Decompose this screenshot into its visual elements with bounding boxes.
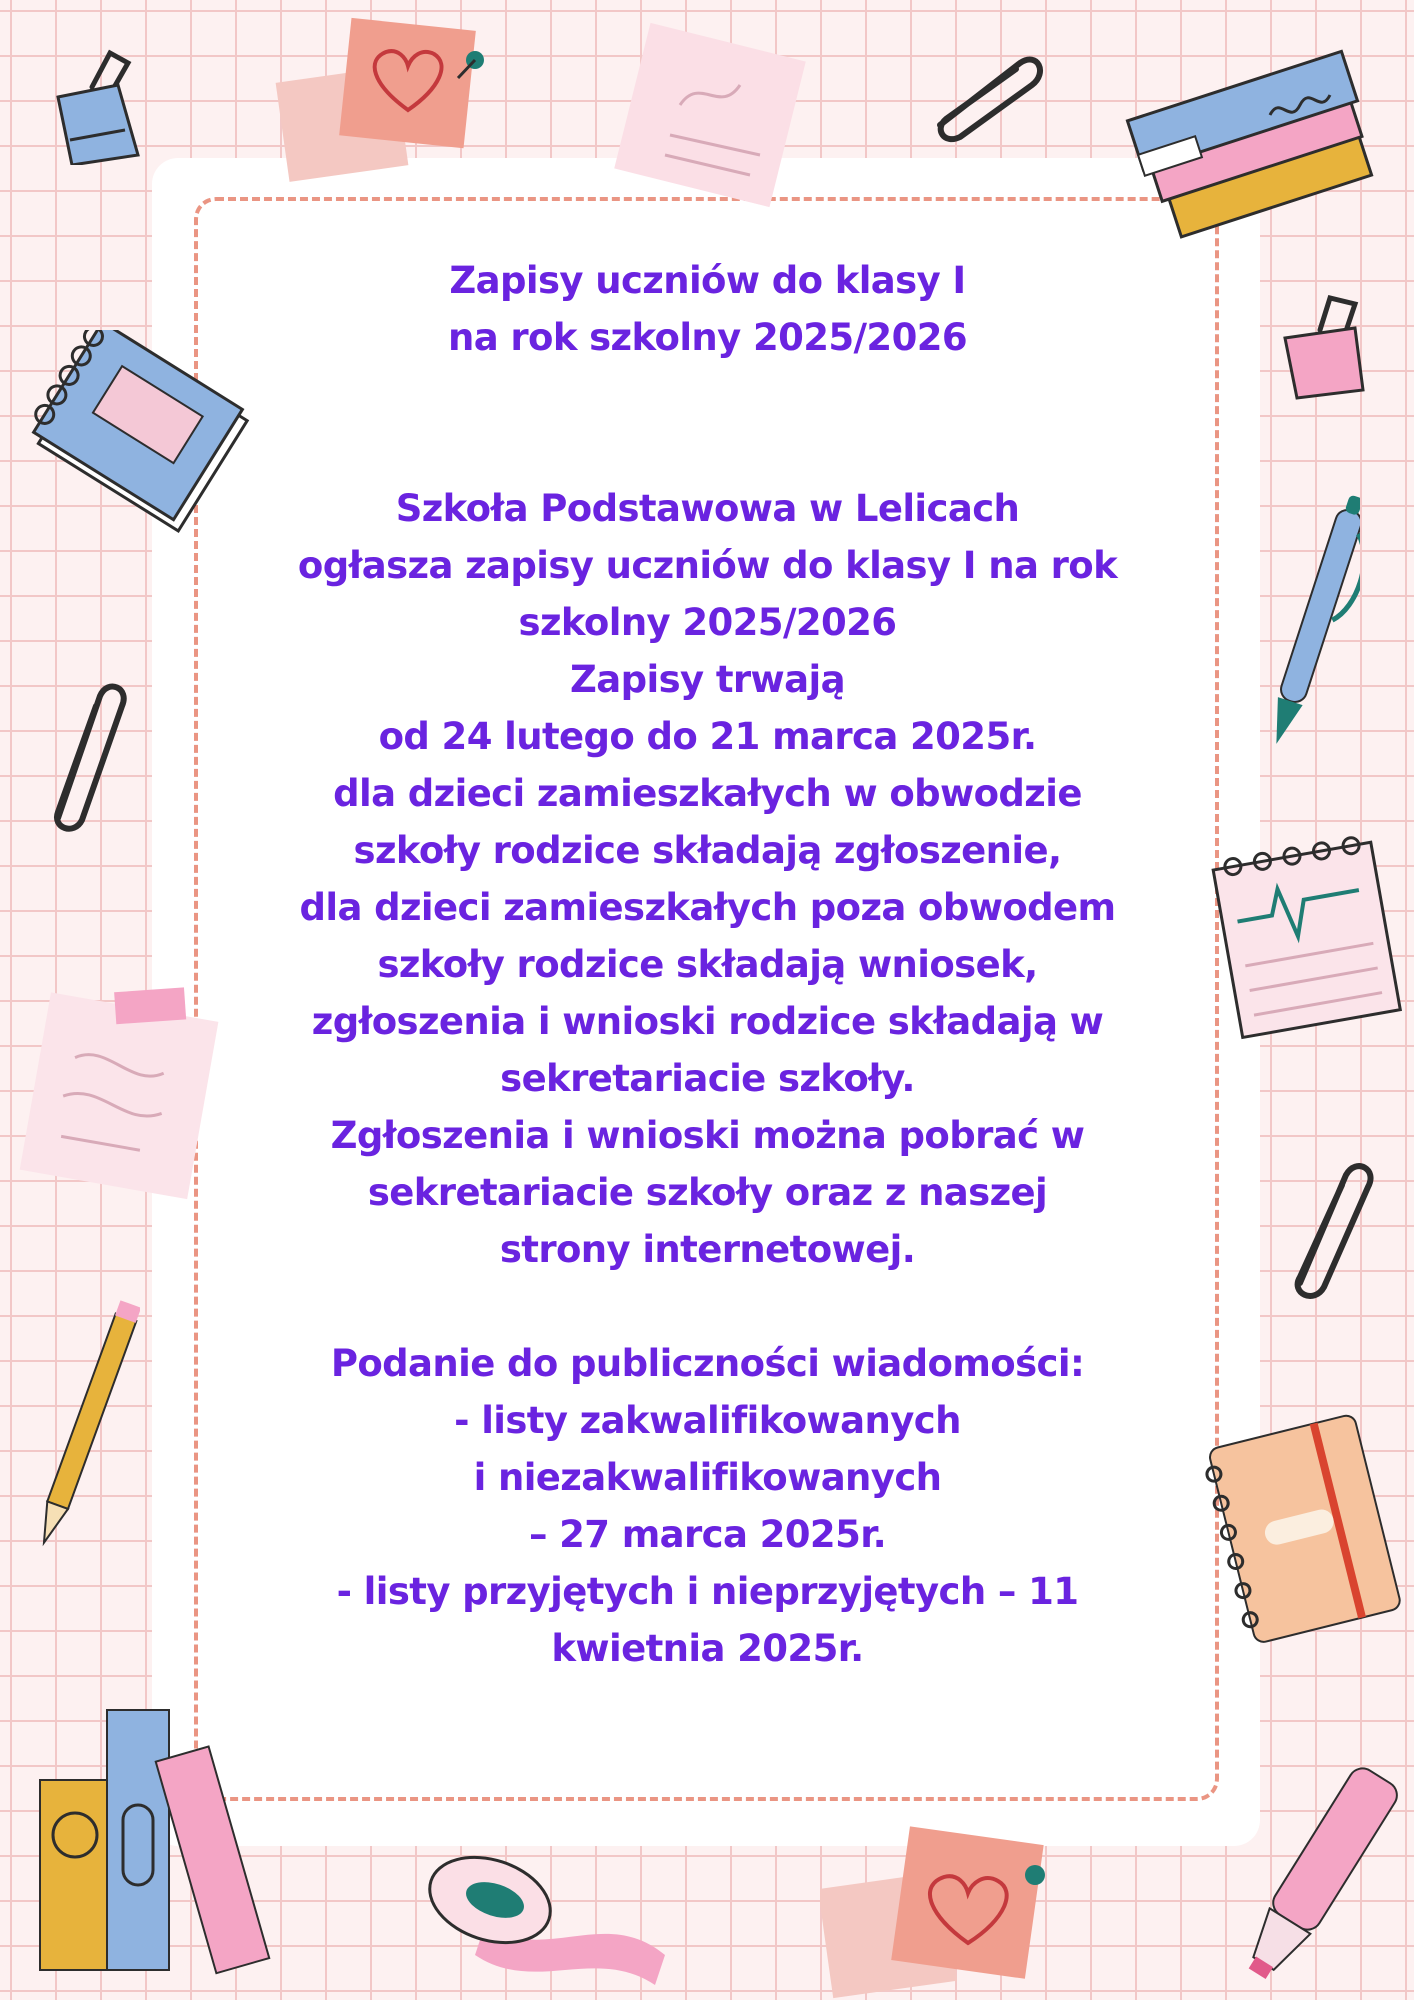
orange-notebook-icon <box>1195 1405 1405 1655</box>
spacer <box>230 366 1185 480</box>
notice-content <box>230 252 1185 1677</box>
pencil-icon <box>30 1290 140 1570</box>
announcement-line: szkolny 2025/2026 <box>518 601 897 644</box>
heart-note-icon <box>820 1825 1060 2000</box>
announcement-line: zgłoszenia i wnioski rodzice składają w <box>311 1000 1104 1043</box>
announcement-line: Zapisy trwają <box>570 658 845 701</box>
binder-clip-icon <box>40 45 150 165</box>
title-line-1: Zapisy uczniów do klasy I <box>449 259 966 302</box>
notebook-icon <box>18 330 258 540</box>
announcement-line: szkoły rodzice składają zgłoszenie, <box>353 829 1062 872</box>
highlighter-icon <box>1235 1750 1405 2000</box>
pen-icon <box>1270 485 1360 765</box>
heart-note-icon <box>270 12 495 182</box>
washi-tape-icon <box>415 1845 675 1995</box>
note-pad-icon <box>1205 815 1405 1045</box>
spacer <box>230 1278 1185 1335</box>
announcement-line: dla dzieci zamieszkałych poza obwodem <box>299 886 1116 929</box>
announcement-line: od 24 lutego do 21 marca 2025r. <box>378 715 1037 758</box>
sticky-note-icon <box>10 965 220 1205</box>
results-line: – 27 marca 2025r. <box>528 1513 887 1556</box>
paperclip-icon <box>920 45 1050 145</box>
announcement-line: Szkoła Podstawowa w Lelicach <box>395 487 1020 530</box>
announcement-line: strony internetowej. <box>499 1228 916 1271</box>
announcement-line: sekretariacie szkoły oraz z naszej <box>367 1171 1048 1214</box>
paperclip-icon <box>38 678 128 838</box>
results-line: kwietnia 2025r. <box>551 1627 864 1670</box>
results-line: - listy przyjętych i nieprzyjętych – 11 <box>336 1570 1079 1613</box>
results-line: i niezakwalifikowanych <box>473 1456 942 1499</box>
results-line: - listy zakwalifikowanych <box>454 1399 961 1442</box>
announcement-line: ogłasza zapisy uczniów do klasy I na rok <box>297 544 1118 587</box>
books-icon <box>35 1705 285 1975</box>
announcement-line: Zgłoszenia i wnioski można pobrać w <box>330 1114 1085 1157</box>
announcement-line: sekretariacie szkoły. <box>500 1057 915 1100</box>
results-line: Podanie do publiczności wiadomości: <box>330 1342 1085 1385</box>
announcement-line: dla dzieci zamieszkałych w obwodzie <box>333 772 1082 815</box>
paperclip-icon <box>1280 1155 1380 1305</box>
title-line-2: na rok szkolny 2025/2026 <box>447 316 968 359</box>
paper-sheet-icon <box>600 15 830 215</box>
announcement-line: szkoły rodzice składają wniosek, <box>377 943 1038 986</box>
pink-clip-icon <box>1275 290 1375 410</box>
book-stack-icon <box>1120 25 1400 255</box>
